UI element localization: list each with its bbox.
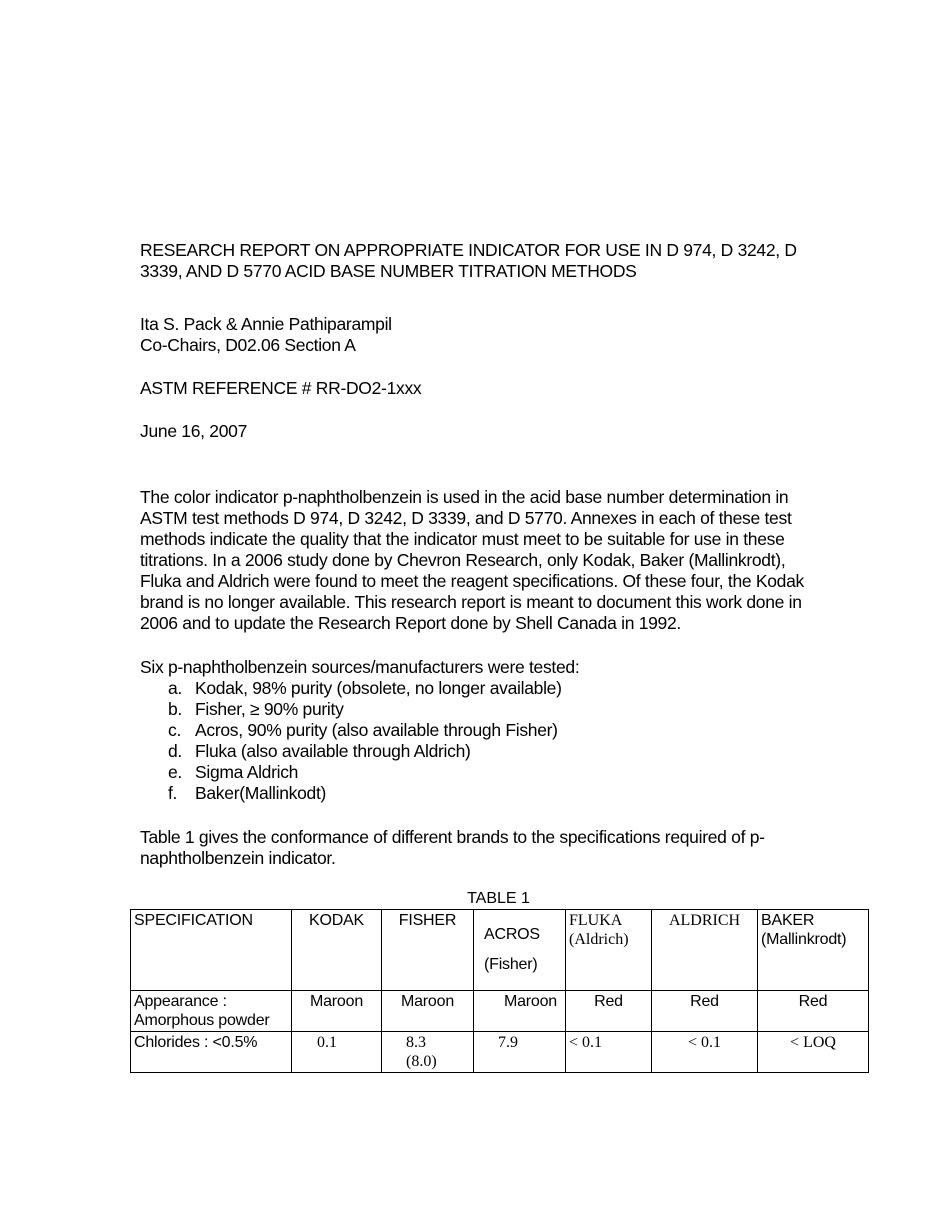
- list-item: d. Fluka (also available through Aldrich): [168, 741, 471, 761]
- header-aldrich: ALDRICH: [652, 910, 758, 991]
- cell-acros: Maroon: [474, 991, 566, 1032]
- sources-section: [140, 657, 840, 804]
- intro-paragraph: The color indicator p-naphtholbenzein is used in the acid base number determination in ASTM test methods D 974, D 3242, D 3339, and D 5770. Annexes in each of these test methods indicate the quality that the indicator must meet to be suitable for use in these titrations. In a 2006 study done by Chevron Research, only Kodak, Baker (Mallinkrodt), Fluka and Aldrich were found to meet the reagent specifications. Of these four, the Kodak brand is no longer available. This research report is meant to document this work done in 2006 and to update the Research Report done by Shell Canada in 1992.: [140, 487, 804, 633]
- header-specification: SPECIFICATION: [131, 910, 292, 991]
- header-fisher: FISHER: [382, 910, 474, 991]
- cell-fluka: Red: [566, 991, 652, 1032]
- list-item: f. Baker(Mallinkodt): [168, 783, 327, 803]
- authors: Ita S. Pack & Annie Pathiparampil: [140, 314, 392, 334]
- cell-aldrich: < 0.1: [652, 1032, 758, 1073]
- table-caption: TABLE 1: [467, 890, 530, 907]
- header-fluka: FLUKA (Aldrich): [566, 910, 652, 991]
- report-title: RESEARCH REPORT ON APPROPRIATE INDICATOR FOR USE IN D 974, D 3242, D 3339, AND D 5770 ACID BASE NUMBER TITRATION METHODS: [140, 240, 797, 281]
- cell-aldrich: Red: [652, 991, 758, 1032]
- header-acros: ACROS (Fisher): [474, 910, 566, 991]
- header-kodak: KODAK: [292, 910, 382, 991]
- list-item: a. Kodak, 98% purity (obsolete, no longer available): [168, 678, 562, 698]
- sources-list: [140, 678, 840, 804]
- cell-fisher: 8.3 (8.0): [382, 1032, 474, 1073]
- list-item: b. Fisher, ≥ 90% purity: [168, 699, 344, 719]
- cell-kodak: 0.1: [292, 1032, 382, 1073]
- header-baker: BAKER (Mallinkrodt): [758, 910, 869, 991]
- cell-fisher: Maroon: [382, 991, 474, 1032]
- cell-baker: < LOQ: [758, 1032, 869, 1073]
- table-header-row: [131, 910, 869, 991]
- author-role: Co-Chairs, D02.06 Section A: [140, 335, 356, 355]
- astm-reference: ASTM REFERENCE # RR-DO2-1xxx: [140, 378, 422, 398]
- cell-kodak: Maroon: [292, 991, 382, 1032]
- cell-spec: Appearance : Amorphous powder: [131, 991, 292, 1032]
- author-block: [140, 314, 840, 356]
- cell-fluka: < 0.1: [566, 1032, 652, 1073]
- table-row: [131, 1032, 869, 1073]
- cell-acros: 7.9: [474, 1032, 566, 1073]
- specification-table: [130, 909, 869, 1073]
- sources-intro: Six p-naphtholbenzein sources/manufacturers were tested:: [140, 657, 580, 677]
- list-item: c. Acros, 90% purity (also available through Fisher): [168, 720, 558, 740]
- cell-baker: Red: [758, 991, 869, 1032]
- table-intro: Table 1 gives the conformance of different brands to the specifications required of p-naphtholbenzein indicator.: [140, 827, 765, 868]
- list-item: e. Sigma Aldrich: [168, 762, 299, 782]
- cell-spec: Chlorides : <0.5%: [131, 1032, 292, 1073]
- report-date: June 16, 2007: [140, 421, 248, 441]
- table-row: [131, 991, 869, 1032]
